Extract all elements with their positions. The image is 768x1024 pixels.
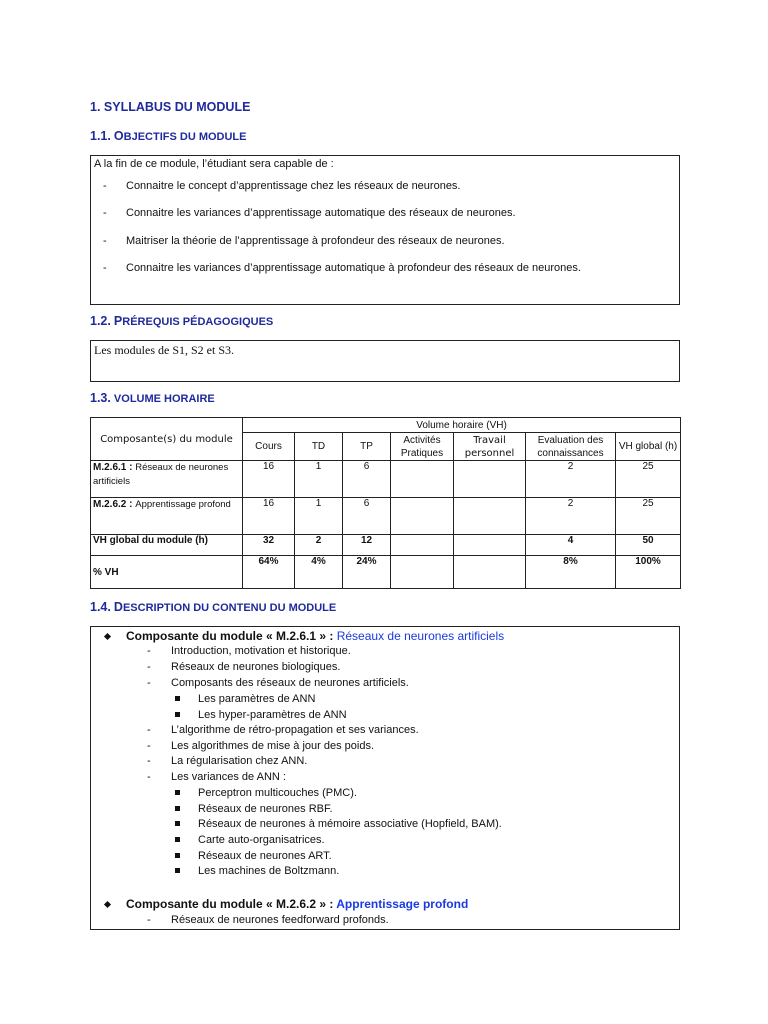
square-bullet-icon: [175, 696, 180, 701]
square-bullet-icon: [175, 837, 180, 842]
list-item: - Réseaux de neurones biologiques.: [147, 661, 341, 673]
list-item: Les paramètres de ANN: [175, 693, 315, 705]
table-row: M.2.6.1 : Réseaux de neurones artificiels 16 1 6 2 25: [91, 461, 681, 498]
objective-item: - Connaitre le concept d’apprentissage chez les réseaux de neurones.: [103, 180, 461, 192]
section-prerequisites-heading: 1.2. PRÉREQUIS PÉDAGOGIQUES: [90, 314, 274, 328]
col-header: Travail personnel: [454, 433, 526, 461]
vh-group-header: Volume horaire (VH): [243, 418, 681, 433]
syllabus-title: 1. SYLLABUS DU MODULE: [90, 100, 251, 114]
col-header: Activités Pratiques: [391, 433, 454, 461]
square-bullet-icon: [175, 821, 180, 826]
list-item: Réseaux de neurones RBF.: [175, 803, 333, 815]
col-header: VH global (h): [616, 433, 681, 461]
objective-item: - Maitriser la théorie de l’apprentissage à profondeur des réseaux de neurones.: [103, 235, 505, 247]
square-bullet-icon: [175, 790, 180, 795]
bullet-icon: [104, 633, 111, 640]
bullet-icon: [104, 901, 111, 908]
table-row: M.2.6.2 : Apprentissage profond 16 1 6 2 25: [91, 498, 681, 535]
objective-item: - Connaitre les variances d’apprentissage automatique à profondeur des réseaux de neurones.: [103, 262, 581, 274]
section-objectives-heading: 1.1. OBJECTIFS DU MODULE: [90, 129, 247, 143]
col-header: Cours: [243, 433, 295, 461]
table-total-row: VH global du module (h) 32 2 12 4 50: [91, 535, 681, 556]
table-pct-row: % VH 64% 4% 24% 8% 100%: [91, 556, 681, 589]
list-item: - La régularisation chez ANN.: [147, 755, 308, 767]
list-item: Réseaux de neurones à mémoire associative (Hopfield, BAM).: [175, 818, 502, 830]
composante-header: Composante(s) du module: [91, 418, 243, 461]
square-bullet-icon: [175, 806, 180, 811]
objective-item: - Connaitre les variances d’apprentissage automatique des réseaux de neurones.: [103, 207, 516, 219]
list-item: Les hyper-paramètres de ANN: [175, 709, 347, 721]
col-header: TD: [295, 433, 343, 461]
list-item: - Les variances de ANN :: [147, 771, 286, 783]
list-item: - Composants des réseaux de neurones artificiels.: [147, 677, 409, 689]
list-item: Réseaux de neurones ART.: [175, 850, 332, 862]
list-item: Perceptron multicouches (PMC).: [175, 787, 357, 799]
list-item: - Les algorithmes de mise à jour des poids.: [147, 740, 374, 752]
square-bullet-icon: [175, 868, 180, 873]
component-2-heading: Composante du module « M.2.6.2 » : Apprentissage profond: [105, 897, 468, 911]
list-item: Les machines de Boltzmann.: [175, 865, 339, 877]
component-1-heading: Composante du module « M.2.6.1 » : Réseaux de neurones artificiels: [105, 629, 504, 643]
prerequisites-box: [90, 340, 680, 382]
description-box: [90, 626, 680, 930]
objectives-box: [90, 155, 680, 305]
list-item: - L’algorithme de rétro-propagation et ses variances.: [147, 724, 419, 736]
volume-table: [90, 417, 681, 589]
col-header: Evaluation des connaissances: [526, 433, 616, 461]
col-header: TP: [343, 433, 391, 461]
section-description-heading: 1.4. DESCRIPTION DU CONTENU DU MODULE: [90, 600, 337, 614]
objectives-intro: A la fin de ce module, l’étudiant sera capable de :: [94, 158, 334, 170]
prerequisites-text: Les modules de S1, S2 et S3.: [94, 343, 234, 357]
list-item: - Réseaux de neurones feedforward profonds.: [147, 914, 389, 926]
section-volume-heading: 1.3. VOLUME HORAIRE: [90, 391, 215, 405]
square-bullet-icon: [175, 712, 180, 717]
list-item: - Introduction, motivation et historique.: [147, 645, 351, 657]
square-bullet-icon: [175, 853, 180, 858]
list-item: Carte auto-organisatrices.: [175, 834, 325, 846]
